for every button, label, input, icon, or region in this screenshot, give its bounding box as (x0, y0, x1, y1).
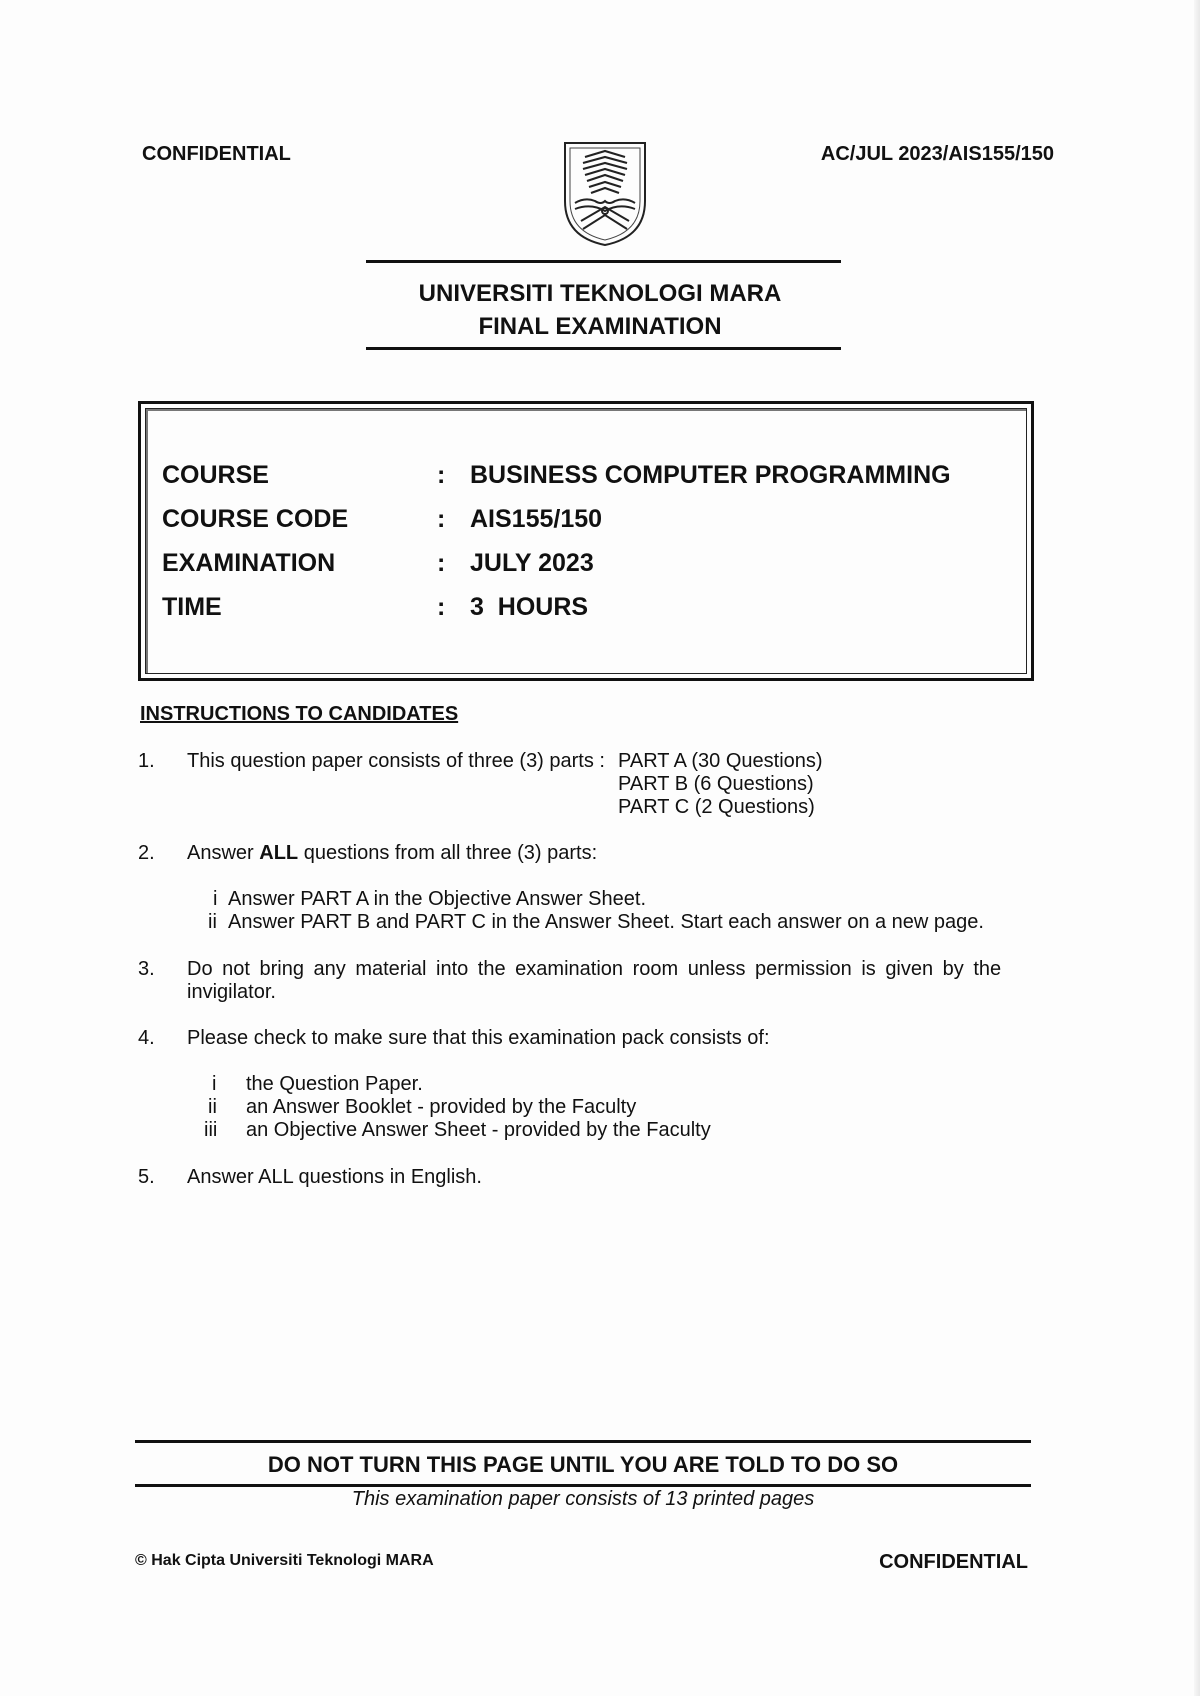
instruction-4-sub-ii-number: ii (208, 1096, 217, 1118)
examination-colon: : (437, 549, 446, 577)
course-code-colon: : (437, 505, 446, 533)
printed-pages-note: This examination paper consists of 13 printed pages (351, 1488, 815, 1510)
time-label: TIME (162, 593, 222, 621)
time-colon: : (437, 593, 446, 621)
header-confidential-label: CONFIDENTIAL (142, 143, 291, 165)
instruction-3-number: 3. (138, 958, 155, 980)
instruction-4-sub-iii-text: an Objective Answer Sheet - provided by the Faculty (246, 1119, 711, 1141)
university-name: UNIVERSITI TEKNOLOGI MARA (418, 280, 782, 307)
examination-row (0, 549, 1200, 593)
instruction-1-text: This question paper consists of three (3) parts : (187, 750, 605, 772)
instruction-4-number: 4. (138, 1027, 155, 1049)
title-bottom-rule (366, 347, 841, 350)
instruction-4-sub-i-text: the Question Paper. (246, 1073, 423, 1095)
instruction-4-sub-iii-number: iii (204, 1119, 218, 1141)
instruction-2-text-after: questions from all three (3) parts: (298, 842, 598, 864)
examination-value: JULY 2023 (470, 549, 594, 577)
copyright-notice: © Hak Cipta Universiti Teknologi MARA (135, 1552, 434, 1569)
course-code-value: AIS155/150 (470, 505, 603, 533)
instruction-4-sub-ii-text: an Answer Booklet - provided by the Faculty (246, 1096, 637, 1118)
instruction-1-part-a: PART A (30 Questions) (618, 750, 823, 772)
instruction-2-sub-i-number: i (213, 888, 218, 910)
course-code-row (0, 505, 1200, 549)
exam-title: FINAL EXAMINATION (478, 313, 722, 340)
footer-confidential-label: CONFIDENTIAL (879, 1551, 1028, 1573)
instructions-heading: INSTRUCTIONS TO CANDIDATES (140, 703, 459, 725)
do-not-turn-warning: DO NOT TURN THIS PAGE UNTIL YOU ARE TOLD TO DO SO (267, 1452, 899, 1477)
scan-edge-shadow (1194, 0, 1200, 1696)
instruction-1-part-c: PART C (2 Questions) (618, 796, 815, 818)
instruction-5-number: 5. (138, 1166, 155, 1188)
time-value: 3 HOURS (470, 593, 589, 621)
course-label: COURSE (162, 461, 269, 489)
instruction-2-text-before: Answer (187, 842, 260, 864)
instruction-2-sub-i-text: Answer PART A in the Objective Answer Sheet. (228, 888, 646, 910)
instruction-3-line-1: Do not bring any material into the examination room unless permission is given by the (187, 958, 1002, 980)
instruction-4-sub-i-number: i (212, 1073, 217, 1095)
instruction-1-part-b: PART B (6 Questions) (618, 773, 814, 795)
course-colon: : (437, 461, 446, 489)
examination-label: EXAMINATION (162, 549, 336, 577)
instruction-2-sub-ii-text: Answer PART B and PART C in the Answer Sheet. Start each answer on a new page. (228, 911, 984, 933)
footer-top-rule (135, 1440, 1031, 1443)
uitm-crest-icon (561, 141, 649, 247)
time-row (0, 593, 1200, 637)
instruction-2-text-bold: ALL (259, 842, 299, 864)
footer-bottom-rule (135, 1484, 1031, 1487)
header-paper-code: AC/JUL 2023/AIS155/150 (820, 143, 1054, 165)
instruction-5-text: Answer ALL questions in English. (187, 1166, 482, 1188)
course-code-label: COURSE CODE (162, 505, 349, 533)
course-value: BUSINESS COMPUTER PROGRAMMING (470, 461, 951, 489)
instruction-2-sub-ii-number: ii (208, 911, 217, 933)
course-row (0, 461, 1200, 505)
instruction-1-number: 1. (138, 750, 155, 772)
instruction-2-text (187, 842, 597, 865)
title-top-rule (366, 260, 841, 263)
instruction-2-number: 2. (138, 842, 155, 864)
instruction-4-text: Please check to make sure that this examination pack consists of: (187, 1027, 770, 1049)
instruction-3-line-2: invigilator. (187, 981, 276, 1003)
